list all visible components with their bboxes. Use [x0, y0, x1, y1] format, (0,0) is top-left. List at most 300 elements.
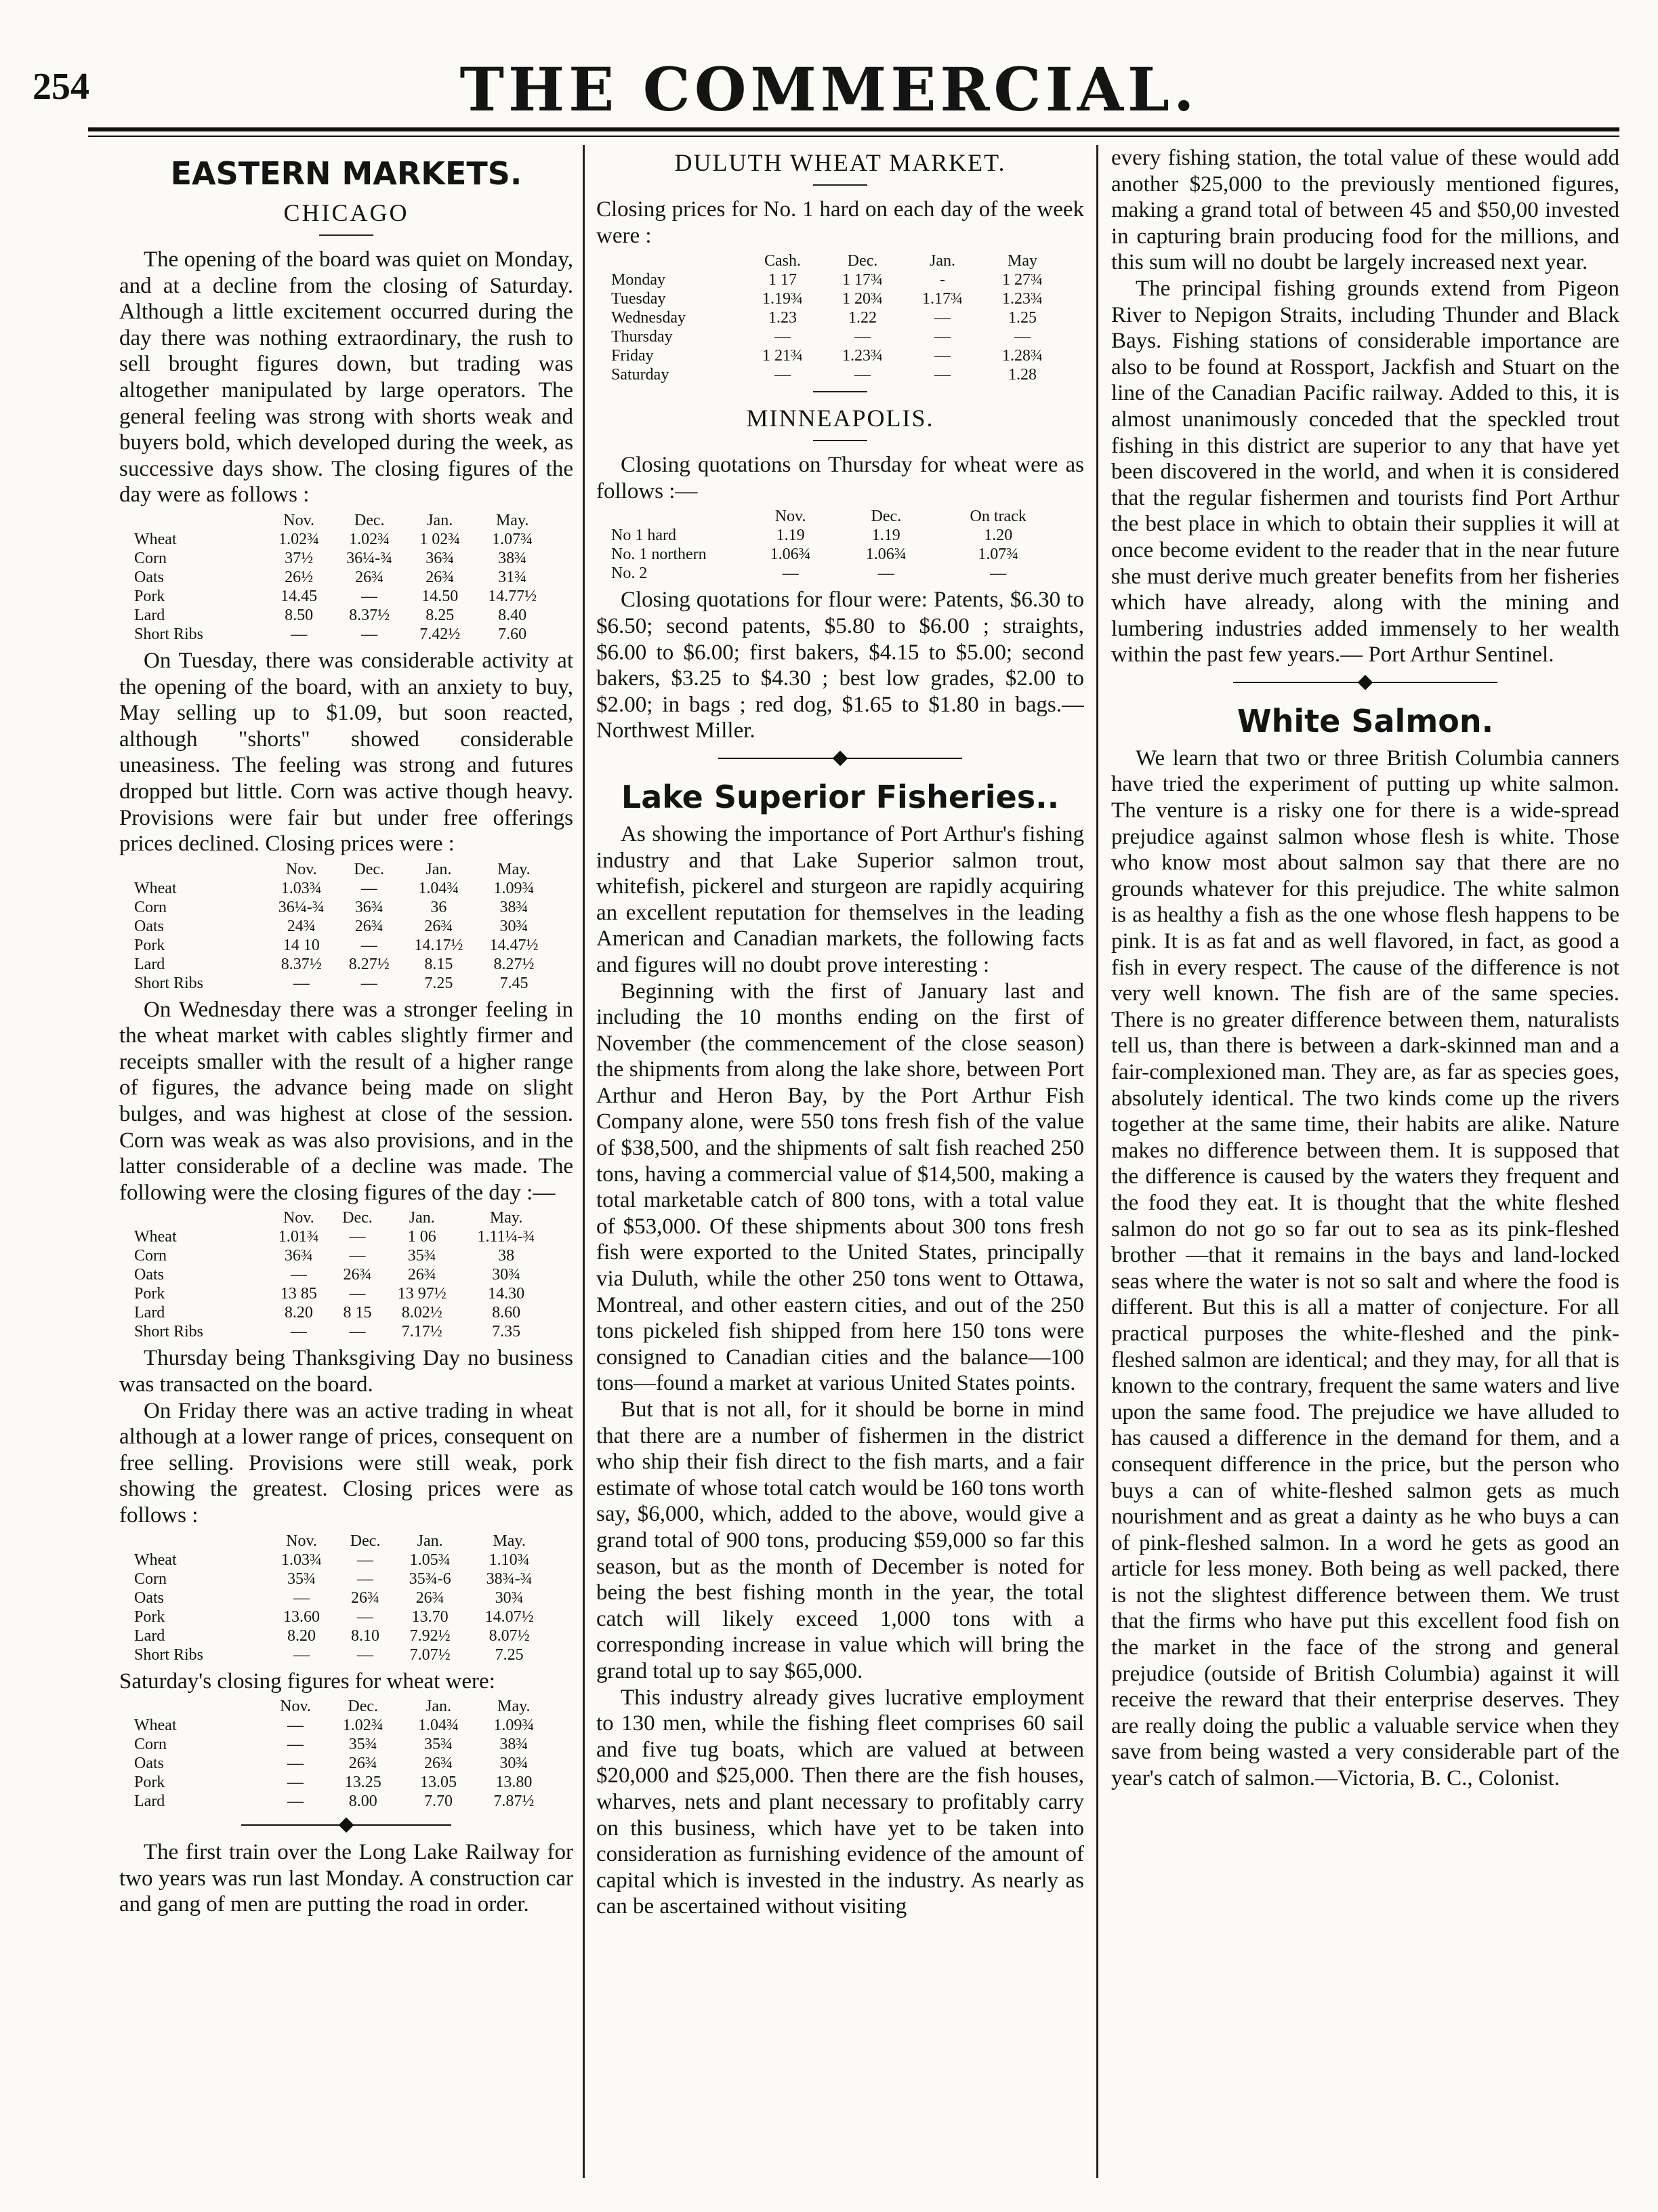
price-cell: 7.25 — [424, 974, 453, 992]
table-row — [131, 1607, 552, 1626]
row-label: Thursday — [611, 328, 673, 346]
table-row — [131, 1265, 552, 1284]
price-cell: 1.28 — [1008, 366, 1037, 384]
price-cell: 14 10 — [283, 936, 320, 954]
table-row — [131, 898, 552, 917]
price-cell: 38¾-¾ — [486, 1570, 533, 1588]
column-header: May. — [497, 1698, 531, 1716]
column-header: Dec. — [871, 508, 902, 526]
price-cell: 26¾ — [407, 1266, 436, 1284]
row-label: Wheat — [134, 530, 177, 548]
price-cell: 1.23¾ — [842, 347, 883, 365]
price-cell: — — [877, 565, 894, 583]
column-header: May. — [493, 1532, 526, 1550]
price-cell: 8.20 — [284, 1304, 313, 1322]
price-cell: 1.05¾ — [409, 1551, 451, 1569]
price-cell: — — [360, 974, 377, 992]
lake-superior-heading: Lake Superior Fisheries.. — [621, 778, 1060, 815]
price-cell: — — [782, 565, 799, 583]
column-header: Jan. — [930, 252, 955, 270]
heading-rule — [319, 234, 373, 236]
column-header: May. — [497, 860, 531, 878]
price-cell: 1 21¾ — [762, 347, 803, 365]
price-cell: 38 — [498, 1247, 515, 1265]
price-cell: 35¾ — [424, 1736, 453, 1754]
price-cell: 8.40 — [498, 606, 527, 624]
row-label: Wednesday — [611, 309, 686, 327]
white-salmon-heading: White Salmon. — [1237, 702, 1494, 739]
price-cell: 8.07½ — [489, 1626, 530, 1645]
table-row — [131, 530, 552, 549]
column-header: May. — [489, 1209, 523, 1227]
table-header-row — [131, 511, 552, 530]
price-cell: 14.45 — [281, 587, 318, 605]
price-cell: 13.80 — [495, 1774, 533, 1792]
column-header: Dec. — [354, 860, 385, 878]
column-3 — [1111, 145, 1619, 2185]
column-1 — [119, 145, 573, 2185]
minneapolis-intro: Closing quotations on Thursday for wheat were as follows :— — [596, 453, 1084, 504]
header-blank — [608, 507, 743, 526]
price-cell: 8.10 — [351, 1626, 380, 1645]
column-header: Jan. — [427, 511, 453, 529]
table-row — [131, 1303, 552, 1322]
column-header: Dec. — [350, 1532, 381, 1550]
price-cell: 7.60 — [498, 625, 527, 643]
price-cell: 36 — [430, 898, 447, 916]
row-label: Corn — [134, 549, 167, 567]
row-label: Short Ribs — [134, 1323, 204, 1341]
row-label: Pork — [134, 587, 165, 605]
price-cell: 1.04¾ — [418, 879, 459, 897]
price-cell: 26¾ — [343, 1266, 372, 1284]
section-separator — [119, 1815, 573, 1835]
price-cell: 1.02¾ — [342, 1717, 384, 1735]
duluth-heading: DULUTH WHEAT MARKET. — [674, 149, 1006, 176]
price-cell: — — [360, 936, 377, 954]
price-cell: — — [293, 1645, 310, 1664]
table-row — [131, 1735, 552, 1754]
row-label: Wheat — [134, 1717, 177, 1735]
column-header: May — [1008, 252, 1037, 270]
price-cell: 1.11¼-¾ — [477, 1228, 535, 1246]
price-cell: 38¾ — [499, 1736, 529, 1754]
price-cell: 7.25 — [495, 1645, 524, 1664]
friday-table — [131, 1532, 552, 1664]
table-row — [608, 308, 1062, 327]
table-row — [131, 1227, 552, 1246]
price-cell: 30¾ — [495, 1589, 524, 1607]
row-label: Pork — [134, 1774, 165, 1792]
table-row — [131, 1716, 552, 1735]
price-cell: 1 20¾ — [842, 290, 883, 308]
table-row — [131, 936, 552, 955]
table-row — [131, 606, 552, 625]
table-row — [131, 1551, 552, 1570]
price-cell: 1.06¾ — [770, 546, 811, 564]
header-rule-thin — [88, 136, 1619, 137]
price-cell: 7.17½ — [401, 1323, 442, 1341]
price-cell: — — [774, 328, 791, 346]
table-row — [608, 526, 1062, 545]
row-label: Short Ribs — [134, 1645, 204, 1664]
row-label: Corn — [134, 1736, 167, 1754]
monday-table — [131, 511, 552, 644]
wednesday-table — [131, 1208, 552, 1341]
table-header-row — [608, 507, 1062, 526]
flour-paragraph: Closing quotations for flour were: Patents, $6.30 to $6.50; second patents, $5.80 to $6.00 ; straights, $6.00 to $6.00; first bakers, $4.15 to $5.00; second bakers, $3.25 to $4.30 ; best low grades, $2.00 to $2.00; in bags ; red dog, $1.65 to $1.80 in bags.—Northwest Miller. — [596, 588, 1084, 743]
table-row — [608, 365, 1062, 384]
price-cell: 8.37½ — [281, 955, 322, 973]
column-header: Jan. — [426, 860, 452, 878]
heading-rule — [813, 184, 867, 186]
price-cell: 1 02¾ — [419, 530, 461, 548]
price-cell: 35¾ — [287, 1570, 316, 1588]
column-header: Jan. — [417, 1532, 443, 1550]
price-cell: — — [290, 1323, 307, 1341]
saturday-paragraph: Saturday's closing figures for wheat were: — [119, 1668, 495, 1694]
monday-paragraph: The opening of the board was quiet on Monday, and at a decline from the closing of Saturday. Although a little excitement occurred during the day there was nothing extraordinary, the rush to sell brought figures down, but trading was altogether manipulated by large operators. The general feeling was strong with shorts weak and buyers bold, which developed during the week, as successive days show. The closing figures of the day were as follows : — [119, 247, 573, 508]
table-row — [131, 549, 552, 568]
column-header: Jan. — [409, 1209, 435, 1227]
table-row — [131, 879, 552, 898]
heading-rule — [813, 440, 867, 441]
minneapolis-table — [608, 507, 1062, 583]
price-cell: 1.20 — [984, 527, 1013, 545]
price-cell: 8.00 — [348, 1793, 377, 1811]
price-cell: — — [349, 1228, 366, 1246]
price-cell: 1.23¾ — [1002, 290, 1043, 308]
friday-paragraph: On Friday there was an active trading in wheat although at a lower range of prices, consequent on free selling. Provisions were still weak, pork showing the greatest. Closing prices were as follows : — [119, 1398, 573, 1528]
price-cell: 8.20 — [287, 1626, 316, 1645]
price-cell: 1.07¾ — [978, 546, 1019, 564]
row-label: No 1 hard — [611, 527, 676, 545]
row-label: Oats — [134, 917, 164, 935]
row-label: Saturday — [611, 366, 669, 384]
price-cell: 36¾ — [284, 1247, 313, 1265]
lake-paragraph-4: This industry already gives lucrative employment to 130 men, while the fishing fleet comprises 60 sail and five tug boats, which are valued at between $20,000 and $25,000. Then there are the fish houses, wharves, nets and plant necessary to profitably carry on this business, which have yet to be taken into consideration as furnishing evidence of the amount of capital which is invested in the industry. As nearly as can be ascertained without visiting — [596, 1685, 1084, 1919]
price-cell: 1 17 — [768, 271, 797, 289]
price-cell: 1.19 — [776, 527, 805, 545]
row-label: Oats — [134, 1589, 164, 1607]
price-cell: — — [934, 366, 951, 384]
price-cell: 26¾ — [348, 1755, 377, 1773]
price-cell: 36¼-¾ — [346, 549, 393, 567]
price-cell: — — [934, 309, 951, 327]
chicago-subheading: CHICAGO — [283, 199, 409, 226]
duluth-intro: Closing prices for No. 1 hard on each day of the week were : — [596, 197, 1084, 248]
column-header: Dec. — [348, 1698, 378, 1716]
price-cell: — — [360, 879, 377, 897]
column-divider — [1096, 145, 1098, 2178]
price-cell: - — [940, 271, 945, 289]
price-cell: 1.02¾ — [349, 530, 390, 548]
price-cell: — — [1014, 328, 1031, 346]
column-header: Nov. — [285, 860, 317, 878]
price-cell: 1.07¾ — [492, 530, 533, 548]
price-cell: 26¾ — [415, 1589, 444, 1607]
price-cell: 36¼-¾ — [278, 898, 325, 916]
table-row — [131, 1246, 552, 1265]
row-label: Oats — [134, 1266, 164, 1284]
price-cell: — — [854, 328, 871, 346]
row-label: Tuesday — [611, 290, 666, 308]
header-rule — [88, 127, 1619, 131]
table-row — [608, 564, 1062, 583]
table-header-row — [131, 860, 552, 879]
table-row — [131, 974, 552, 993]
row-label: Short Ribs — [134, 625, 204, 643]
price-cell: — — [349, 1323, 366, 1341]
price-cell: — — [357, 1645, 374, 1664]
column-header: Nov. — [280, 1698, 311, 1716]
table-header-row — [131, 1697, 552, 1716]
price-cell: — — [349, 1247, 366, 1265]
saturday-table — [131, 1697, 552, 1811]
price-cell: 1.09¾ — [493, 1717, 535, 1735]
lake-paragraph-3: But that is not all, for it should be borne in mind that there are a number of fishermen in the district who ship their fish direct to the fish marts, and a fair estimate of whose total catch would be 160 tons worth say, $6,000, which, added to the above, would give a grand total of 900 tons, producing $59,000 so far this season, but as the month of December is noted for being the best fishing month in the year, the total catch will likely exceed 1,000 tons with a corresponding increase in value which will bring the grand total up to say $65,000. — [596, 1397, 1084, 1683]
price-cell: 8.02½ — [401, 1304, 442, 1322]
price-cell: 1 27¾ — [1002, 271, 1043, 289]
price-cell: — — [293, 974, 310, 992]
price-cell: — — [361, 625, 378, 643]
price-cell: 1.06¾ — [865, 546, 907, 564]
price-cell: 1.28¾ — [1002, 347, 1043, 365]
price-cell: 37½ — [285, 549, 314, 567]
row-label: Wheat — [134, 879, 177, 897]
price-cell: 7.42½ — [419, 625, 461, 643]
header-blank — [131, 511, 266, 530]
price-cell: — — [287, 1717, 304, 1735]
price-cell: — — [290, 1266, 307, 1284]
price-cell: 26¾ — [424, 1755, 453, 1773]
section-separator — [1111, 672, 1619, 693]
column-header: Dec. — [354, 511, 385, 529]
lake-paragraph-6: The principal fishing grounds extend from Pigeon River to Nepigon Straits, including Thunder and Black Bays. Fishing stations of considerable importance are also to be found at Rossport, Jackfish and Stuart on the line of the Canadian Pacific railway. Added to this, it is almost unanimously conceded that the speckled trout fishing in this district are superior to any that have yet been discovered in the world, and when it is considered that the regular fishermen and tourists find Port Arthur the best place in which to obtain their supplies it will at once become evident to the reader that in the near future she must derive much greater benefits from her fisheries which have already, along with the mining and lumbering industries added immensely to her wealth within the past few years.— Port Arthur Sentinel. — [1111, 276, 1619, 668]
table-row — [131, 1773, 552, 1792]
row-label: Friday — [611, 347, 654, 365]
table-header-row — [608, 251, 1062, 270]
header-blank — [131, 860, 266, 879]
price-cell: — — [357, 1551, 374, 1569]
price-cell: 35¾ — [348, 1736, 377, 1754]
row-label: Wheat — [134, 1551, 177, 1569]
header-blank — [608, 251, 743, 270]
price-cell: — — [934, 328, 951, 346]
price-cell: 35¾-6 — [409, 1570, 451, 1588]
column-header: Nov. — [774, 508, 806, 526]
price-cell: 36¾ — [426, 549, 455, 567]
price-cell: 30¾ — [492, 1266, 521, 1284]
row-label: Corn — [134, 1247, 167, 1265]
lake-paragraph-1: As showing the importance of Port Arthur's fishing industry and that Lake Superior salmon trout, whitefish, pickerel and sturgeon are rapidly acquiring an excellent reputation for themselves in the leading American and Canadian markets, the following facts and figures will no doubt prove interesting : — [596, 821, 1084, 977]
row-label: Wheat — [134, 1228, 177, 1246]
price-cell: 1.03¾ — [281, 879, 322, 897]
price-cell: — — [293, 1589, 310, 1607]
price-cell: 26½ — [285, 568, 314, 586]
row-label: Oats — [134, 568, 164, 586]
price-cell: 14.17½ — [414, 936, 463, 954]
price-cell: — — [934, 347, 951, 365]
table-header-row — [131, 1208, 552, 1227]
row-label: No. 2 — [611, 565, 648, 583]
price-cell: 26¾ — [424, 917, 453, 935]
price-cell: 14.07½ — [484, 1607, 534, 1626]
price-cell: 8.37½ — [349, 606, 390, 624]
table-row — [608, 545, 1062, 564]
column-header: Dec. — [847, 252, 878, 270]
price-cell: 7.45 — [499, 974, 529, 992]
table-row — [131, 587, 552, 606]
table-row — [131, 1322, 552, 1341]
railway-paragraph: The first train over the Long Lake Railway for two years was run last Monday. A construction car and gang of men are putting the road in order. — [119, 1840, 573, 1917]
price-cell: 13.05 — [420, 1774, 457, 1792]
price-cell: 14.47½ — [489, 936, 539, 954]
thursday-paragraph: Thursday being Thanksgiving Day no business was transacted on the board. — [119, 1346, 573, 1397]
price-cell: 13 85 — [280, 1285, 317, 1303]
table-row — [131, 955, 552, 974]
price-cell: — — [854, 366, 871, 384]
column-header: May. — [495, 511, 529, 529]
price-cell: 8.50 — [285, 606, 314, 624]
column-header: Nov. — [283, 1209, 314, 1227]
price-cell: 7.35 — [492, 1323, 521, 1341]
table-row — [608, 346, 1062, 365]
table-row — [131, 1626, 552, 1645]
header-blank — [131, 1532, 266, 1551]
row-label: Lard — [134, 1304, 165, 1322]
price-cell: — — [287, 1736, 304, 1754]
table-row — [131, 1570, 552, 1589]
column-header: Nov. — [286, 1532, 317, 1550]
row-label: Corn — [134, 1570, 167, 1588]
header-blank — [131, 1208, 266, 1227]
price-cell: 26¾ — [354, 917, 384, 935]
row-label: Pork — [134, 1607, 165, 1626]
table-row — [608, 270, 1062, 289]
price-cell: 7.87½ — [493, 1793, 535, 1811]
price-cell: 7.07½ — [409, 1645, 451, 1664]
price-cell: 1.25 — [1008, 309, 1037, 327]
row-label: No. 1 northern — [611, 546, 707, 564]
price-cell: 1.02¾ — [278, 530, 320, 548]
price-cell: — — [287, 1755, 304, 1773]
price-cell: 1.23 — [768, 309, 797, 327]
price-cell: 38¾ — [498, 549, 527, 567]
section-separator — [596, 748, 1084, 769]
eastern-markets-heading: EASTERN MARKETS. — [170, 155, 522, 192]
heading-rule — [813, 391, 867, 392]
price-cell: 8.27½ — [493, 955, 535, 973]
table-row — [608, 327, 1062, 346]
column-header: Jan. — [426, 1698, 451, 1716]
table-row — [131, 625, 552, 644]
row-label: Short Ribs — [134, 974, 204, 992]
price-cell: 26¾ — [355, 568, 384, 586]
lake-paragraph-2: Beginning with the first of January last and including the 10 months ending on the first of November (the commencement of the close season) the shipments from along the lake shore, between Port Arthur and Heron Bay, by the Port Arthur Fish Company alone, were 550 tons fresh fish of the value of $38,500, and the shipments of salt fish reached 250 tons, having a commercial value of $14,500, making a total marketable catch of 800 tons, with a total value of $53,000. Of these shipments about 300 tons fresh fish were exported to the United States, principally via Duluth, while the other 250 tons went to Ottawa, Montreal, and other eastern cities, and out of the 250 tons pickeled fish shipped from here 150 tons were consigned to Canadian cities and the balance—100 tons—found a market at various United States points. — [596, 979, 1084, 1396]
lake-paragraph-5: every fishing station, the total value of these would add another $25,000 to the previously mentioned figures, making a grand total of between 45 and $50,00 invested in capturing brain producing food for the millions, and this sum will no doubt be largely increased next year. — [1111, 146, 1619, 275]
row-label: Lard — [134, 606, 165, 624]
column-2 — [596, 145, 1084, 2185]
price-cell: 8.60 — [492, 1304, 521, 1322]
price-cell: 1 17¾ — [842, 271, 883, 289]
column-divider — [583, 145, 585, 2178]
column-header: Nov. — [283, 511, 315, 529]
price-cell: 1.10¾ — [489, 1551, 530, 1569]
price-cell: — — [287, 1774, 304, 1792]
table-row — [131, 1792, 552, 1811]
price-cell: 7.92½ — [409, 1626, 451, 1645]
price-cell: 1.19 — [871, 527, 900, 545]
masthead — [33, 41, 1625, 125]
price-cell: 7.70 — [424, 1793, 453, 1811]
table-row — [608, 289, 1062, 308]
row-label: Lard — [134, 1793, 165, 1811]
price-cell: 38¾ — [499, 898, 529, 916]
table-row — [131, 1645, 552, 1664]
price-cell: 36¾ — [354, 898, 384, 916]
table-row — [131, 1589, 552, 1607]
minneapolis-heading: MINNEAPOLIS. — [746, 405, 934, 432]
row-label: Oats — [134, 1755, 164, 1773]
price-cell: 1.09¾ — [493, 879, 535, 897]
price-cell: 26¾ — [426, 568, 455, 586]
price-cell: 1.22 — [848, 309, 877, 327]
table-row — [131, 1284, 552, 1303]
price-cell: 1 06 — [407, 1228, 436, 1246]
price-cell: 30¾ — [499, 1755, 529, 1773]
price-cell: — — [291, 625, 308, 643]
duluth-table — [608, 251, 1062, 384]
tuesday-paragraph: On Tuesday, there was considerable activity at the opening of the board, with an anxiety to buy, May selling up to $1.09, but soon reacted, although "shorts" showed considerable uneasiness. The feeling was strong and futures dropped but little. Corn was active though heavy. Provisions were fair but under free offerings prices declined. Closing prices were : — [119, 648, 573, 857]
price-cell: — — [990, 565, 1007, 583]
column-header: Dec. — [342, 1209, 373, 1227]
header-blank — [131, 1697, 266, 1716]
price-cell: 35¾ — [407, 1247, 436, 1265]
table-header-row — [131, 1532, 552, 1551]
price-cell: 8.15 — [424, 955, 453, 973]
price-cell: 8.25 — [426, 606, 455, 624]
price-cell: 13 97½ — [397, 1285, 447, 1303]
table-row — [131, 917, 552, 936]
price-cell: 26¾ — [351, 1589, 380, 1607]
price-cell: 14.50 — [421, 587, 459, 605]
price-cell: 8 15 — [343, 1304, 372, 1322]
newspaper-title: THE COMMERCIAL. — [459, 54, 1199, 125]
price-cell: 1.01¾ — [278, 1228, 319, 1246]
table-row — [131, 1754, 552, 1773]
row-label: Corn — [134, 898, 167, 916]
column-header: Cash. — [764, 252, 801, 270]
wednesday-paragraph: On Wednesday there was a stronger feeling in the wheat market with cables slightly firmer and receipts smaller with the result of a higher range of figures, the advance being made on slight bulges, and was highest at close of the session. Corn was weak as was also provisions, and in the latter considerable of a decline was made. The following were the closing figures of the day :— — [119, 997, 573, 1205]
row-label: Pork — [134, 936, 165, 954]
price-cell: 1.04¾ — [418, 1717, 459, 1735]
row-label: Lard — [134, 955, 165, 973]
price-cell: 13.70 — [411, 1607, 449, 1626]
row-label: Monday — [611, 271, 665, 289]
price-cell: 13.60 — [283, 1607, 320, 1626]
table-row — [131, 568, 552, 587]
page-number: 254 — [33, 66, 89, 108]
price-cell: — — [774, 366, 791, 384]
price-cell: 8.27½ — [348, 955, 390, 973]
price-cell: — — [361, 587, 378, 605]
price-cell: 1.03¾ — [281, 1551, 322, 1569]
price-cell: 1.19¾ — [762, 290, 803, 308]
price-cell: 31¾ — [498, 568, 527, 586]
price-cell: — — [287, 1793, 304, 1811]
price-cell: 24¾ — [287, 917, 316, 935]
